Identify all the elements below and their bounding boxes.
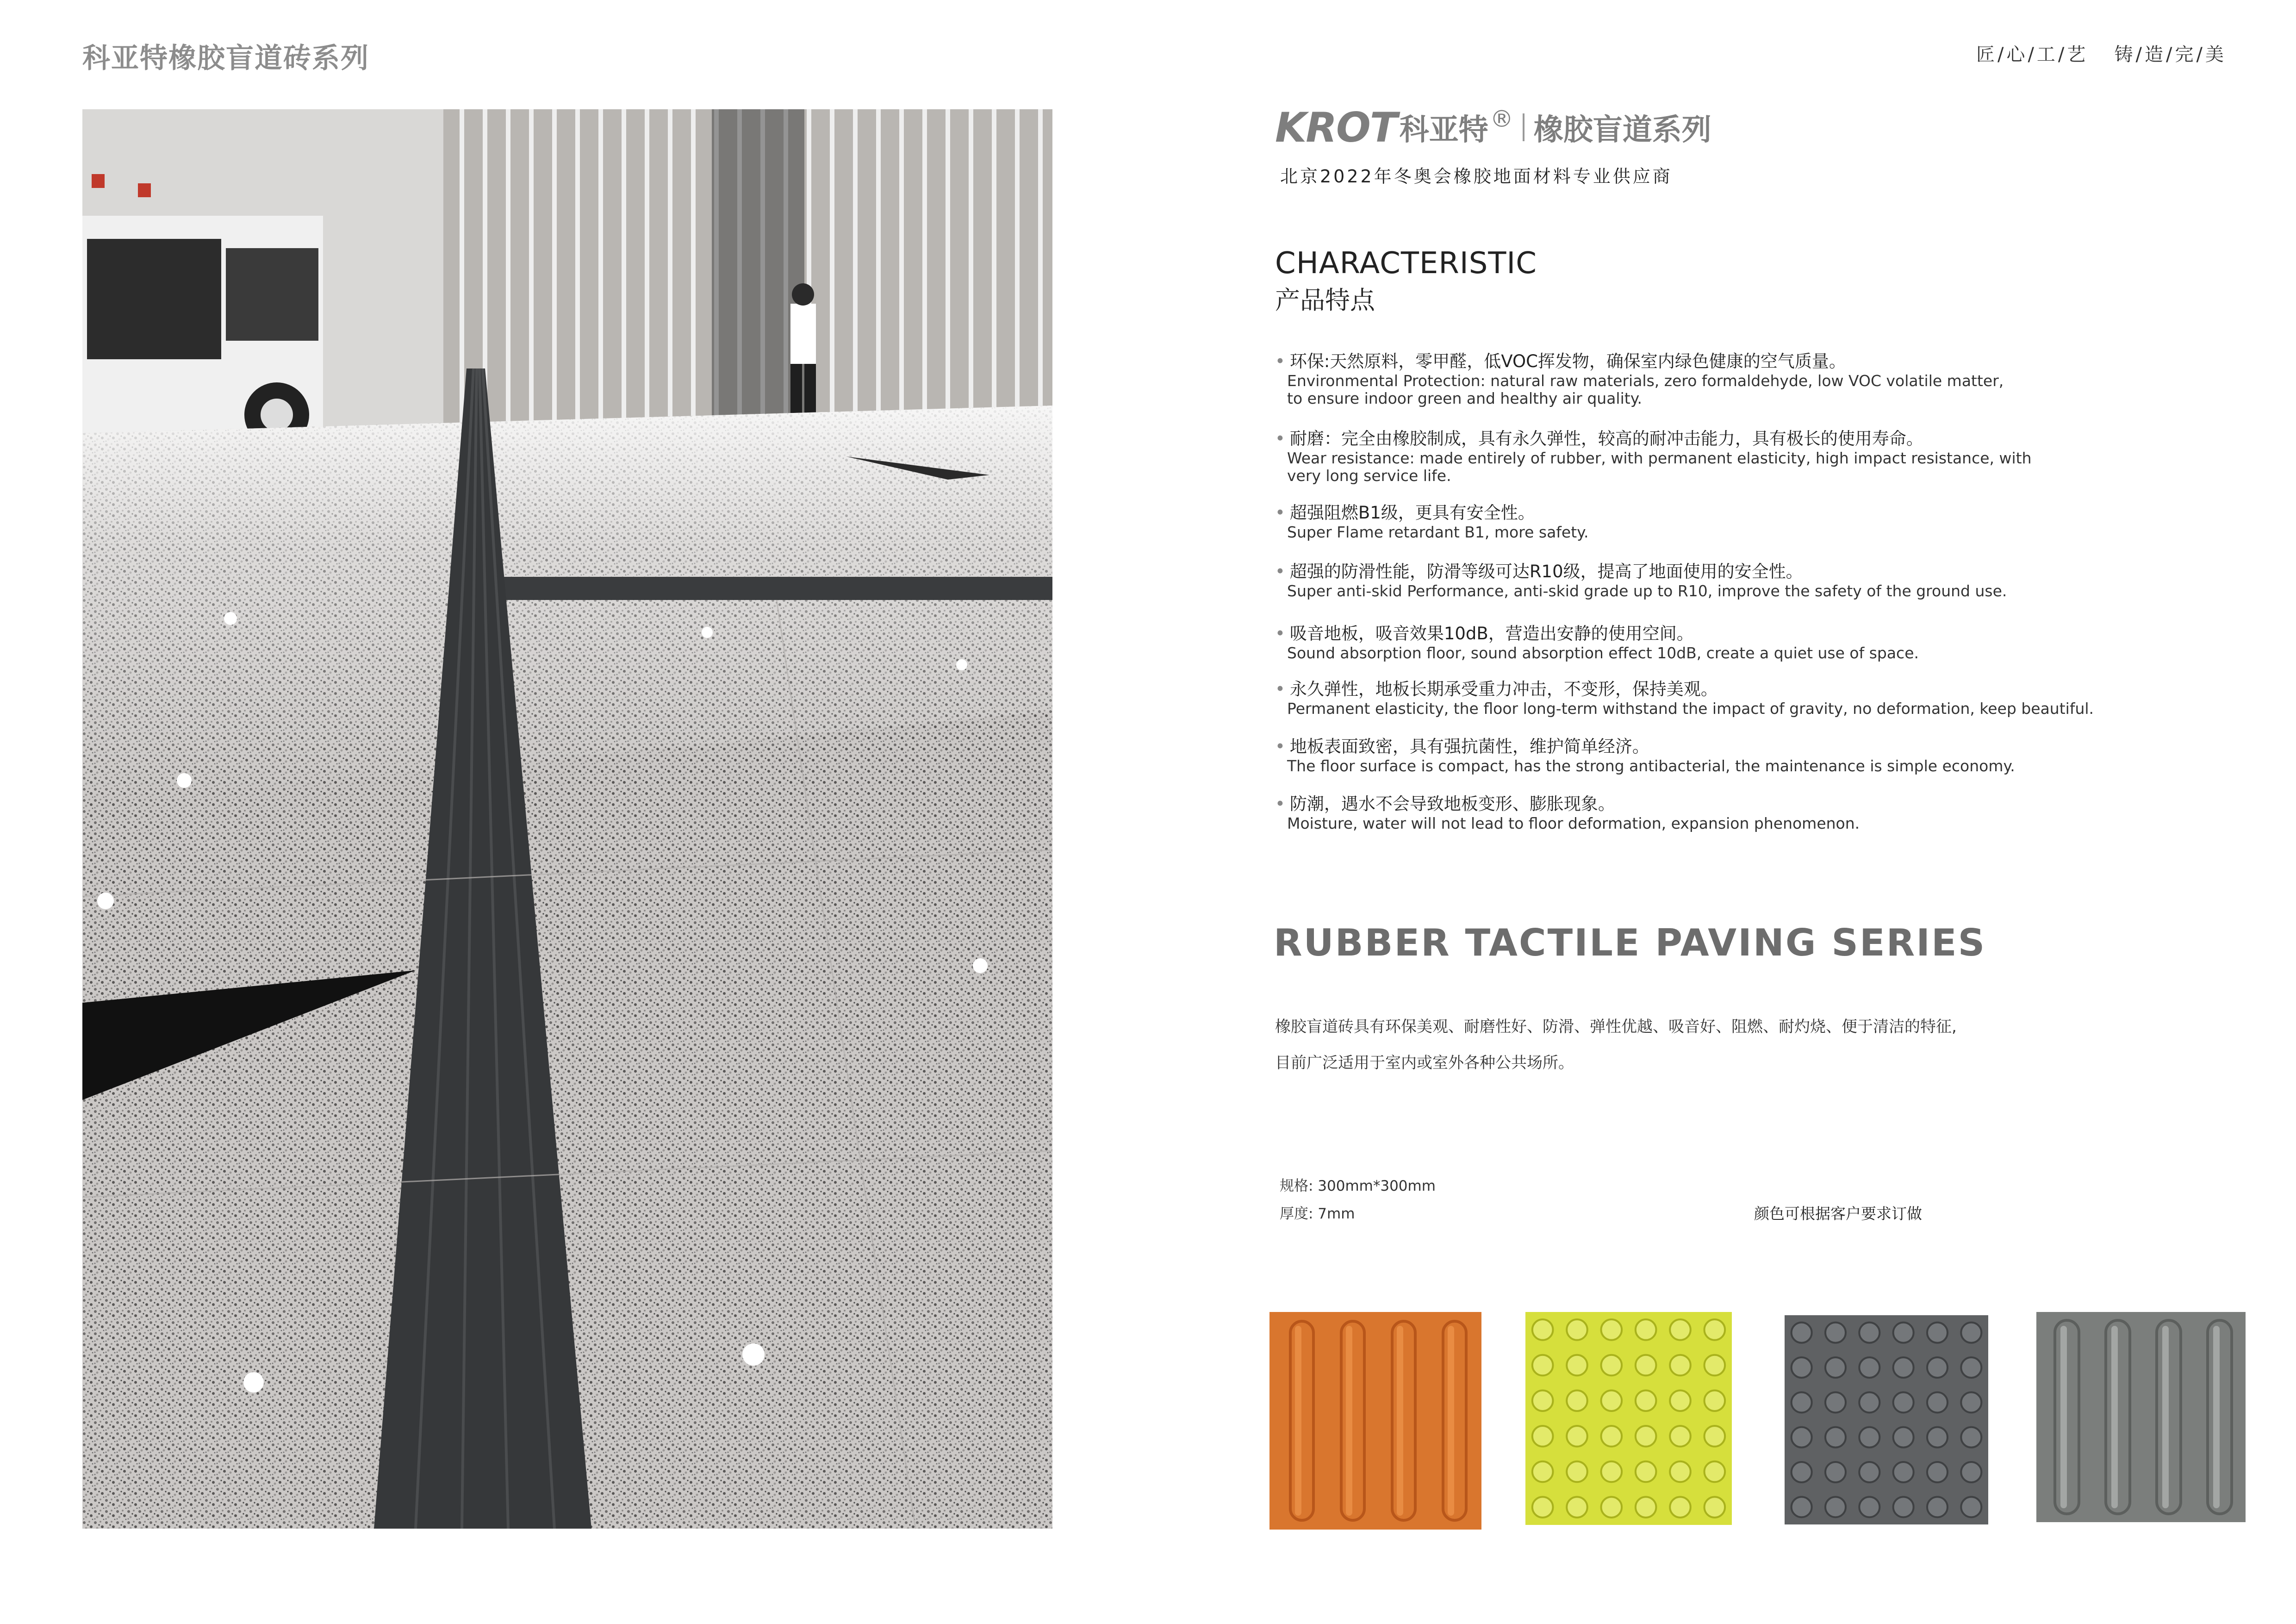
feature-en-cont: to ensure indoor green and healthy air quality. <box>1287 389 1643 407</box>
tile-dot <box>1927 1357 1948 1378</box>
feature-item <box>1275 502 2247 541</box>
feature-item <box>1275 793 2247 832</box>
feature-en-cont: very long service life. <box>1287 467 1451 485</box>
tile-dot <box>1893 1427 1914 1448</box>
feature-zh: 地板表面致密，具有强抗菌性，维护简单经济。 <box>1289 737 1649 756</box>
slogan: 匠/心/工/艺 铸/造/完/美 <box>1976 44 2227 65</box>
feature-zh: 环保:天然原料，零甲醛，低VOC挥发物，确保室内绿色健康的空气质量。 <box>1289 351 1846 371</box>
tile-dot <box>1601 1426 1622 1447</box>
tile-dot <box>1532 1497 1553 1518</box>
bullet-icon: • <box>1275 503 1285 523</box>
feature-zh: 耐磨：完全由橡胶制成，具有永久弹性，较高的耐冲击能力，具有极长的使用寿命。 <box>1289 429 1923 449</box>
tile-dot <box>1792 1497 1812 1517</box>
tile-dot <box>1961 1427 1981 1448</box>
bullet-icon: • <box>1275 794 1285 814</box>
section-desc-line1: 橡胶盲道砖具有环保美观、耐磨性好、防滑、弹性优越、吸音好、阻燃、耐灼烧、便于清洁的特征, <box>1275 1018 1957 1036</box>
tile-dot <box>1601 1319 1622 1340</box>
tile-dot <box>1670 1462 1691 1482</box>
tile-dot <box>1636 1462 1656 1482</box>
feature-en: Super Flame retardant B1, more safety. <box>1287 523 1589 541</box>
brand-separator <box>1523 113 1524 141</box>
feature-item <box>1275 679 2247 718</box>
tile-dot <box>1927 1497 1948 1517</box>
tile-dot <box>1792 1323 1812 1343</box>
tile-dot <box>1670 1355 1691 1376</box>
tile-dot <box>1927 1323 1948 1343</box>
tile-dot <box>1636 1319 1656 1340</box>
tile-dot <box>1705 1355 1725 1376</box>
tile-dot <box>1601 1497 1622 1518</box>
tile-dot <box>1927 1427 1948 1448</box>
bullet-icon: • <box>1275 351 1285 371</box>
feature-zh: 超强阻燃B1级，更具有安全性。 <box>1289 503 1535 523</box>
spec-thickness: 厚度: 7mm <box>1280 1206 1355 1222</box>
tile-dot <box>1705 1462 1725 1482</box>
feature-en: The floor surface is compact, has the strong antibacterial, the maintenance is simple economy. <box>1287 757 2015 775</box>
feature-zh: 永久弹性，地板长期承受重力冲击，不变形，保持美观。 <box>1289 679 1718 699</box>
bullet-icon: • <box>1275 624 1285 643</box>
tile-dot <box>1825 1427 1846 1448</box>
tile-dot <box>1927 1462 1948 1482</box>
tile-dot <box>1670 1497 1691 1518</box>
tile-dot <box>1567 1390 1587 1411</box>
tile-dot <box>1532 1426 1553 1447</box>
tile-dot <box>1567 1319 1587 1340</box>
tile-dot <box>1636 1390 1656 1411</box>
feature-item <box>1275 736 2247 775</box>
brand-series: 橡胶盲道系列 <box>1533 113 1711 147</box>
tile-dot <box>1567 1497 1587 1518</box>
tile-dot <box>1705 1497 1725 1518</box>
tile-dot <box>1705 1426 1725 1447</box>
feature-en: Sound absorption floor, sound absorption effect 10dB, create a quiet use of space. <box>1287 644 1919 662</box>
yellow-dot-tile <box>1525 1312 1732 1525</box>
tile-dot <box>1825 1357 1846 1378</box>
tile-dot <box>1927 1392 1948 1412</box>
tile-dot <box>1792 1357 1812 1378</box>
tile-dot <box>1567 1426 1587 1447</box>
tile-dot <box>1859 1323 1879 1343</box>
tile-dot <box>1893 1462 1914 1482</box>
series-title: 科亚特橡胶盲道砖系列 <box>82 42 369 75</box>
feature-item <box>1275 351 2247 407</box>
tile-dot <box>1961 1357 1981 1378</box>
feature-zh: 吸音地板，吸音效果10dB，营造出安静的使用空间。 <box>1289 624 1694 643</box>
tile-dot <box>1532 1319 1553 1340</box>
tile-dot <box>1825 1392 1846 1412</box>
bullet-icon: • <box>1275 737 1285 756</box>
tile-dot <box>1670 1319 1691 1340</box>
tile-dot <box>1636 1426 1656 1447</box>
tile-dot <box>1893 1497 1914 1517</box>
dark-gray-dot-tile <box>1785 1315 1988 1524</box>
feature-zh: 超强的防滑性能，防滑等级可达R10级，提高了地面使用的安全性。 <box>1289 562 1803 581</box>
bullet-icon: • <box>1275 562 1285 581</box>
tile-dot <box>1825 1462 1846 1482</box>
tile-dot <box>1961 1323 1981 1343</box>
tile-dot <box>1792 1462 1812 1482</box>
tile-dot <box>1532 1462 1553 1482</box>
feature-en: Moisture, water will not lead to floor deformation, expansion phenomenon. <box>1287 814 1860 832</box>
bullet-icon: • <box>1275 429 1285 449</box>
photo-illustration <box>82 109 1052 1529</box>
section-title: RUBBER TACTILE PAVING SERIES <box>1274 921 1986 964</box>
characteristic-title-en: CHARACTERISTIC <box>1275 246 1537 281</box>
color-note: 颜色可根据客户要求订做 <box>1754 1205 1922 1223</box>
brand-name: 科亚特 <box>1399 113 1488 147</box>
tile-dot <box>1859 1497 1879 1517</box>
feature-item <box>1275 623 2247 662</box>
feature-en: Permanent elasticity, the floor long-term withstand the impact of gravity, no deformation, keep beautiful. <box>1287 700 2094 718</box>
tile-dot <box>1705 1319 1725 1340</box>
tile-dot <box>1601 1462 1622 1482</box>
feature-en: Super anti-skid Performance, anti-skid grade up to R10, improve the safety of the ground use. <box>1287 582 2007 600</box>
tile-dot <box>1859 1357 1879 1378</box>
tile-dot <box>1532 1390 1553 1411</box>
tile-dot <box>1636 1355 1656 1376</box>
tile-dot <box>1825 1323 1846 1343</box>
tile-dot <box>1705 1390 1725 1411</box>
tile-dot <box>1961 1462 1981 1482</box>
tile-dot <box>1532 1355 1553 1376</box>
tile-dot <box>1859 1462 1879 1482</box>
tile-dot <box>1961 1497 1981 1517</box>
gray-bar-tile <box>2036 1312 2246 1522</box>
floor-photo <box>82 109 1052 1529</box>
spec-size: 规格: 300mm*300mm <box>1280 1178 1436 1194</box>
section-desc-line2: 目前广泛适用于室内或室外各种公共场所。 <box>1275 1054 1574 1072</box>
tile-dot <box>1893 1357 1914 1378</box>
feature-zh: 防潮，遇水不会导致地板变形、膨胀现象。 <box>1289 794 1615 814</box>
feature-en: Environmental Protection: natural raw materials, zero formaldehyde, low VOC volatile matter, <box>1287 372 2004 390</box>
tile-dot <box>1670 1390 1691 1411</box>
tile-dot <box>1792 1392 1812 1412</box>
registered-mark: ® <box>1490 106 1513 132</box>
tile-dot <box>1636 1497 1656 1518</box>
brand-subtitle: 北京2022年冬奥会橡胶地面材料专业供应商 <box>1280 166 1673 187</box>
brand-header <box>1275 102 1711 153</box>
tile-dot <box>1961 1392 1981 1412</box>
tile-dot <box>1567 1462 1587 1482</box>
feature-item <box>1275 561 2247 600</box>
feature-item <box>1275 428 2247 485</box>
tile-dot <box>1893 1323 1914 1343</box>
tile-dot <box>1601 1390 1622 1411</box>
tile-dot <box>1893 1392 1914 1412</box>
tile-dot <box>1792 1427 1812 1448</box>
tile-dot <box>1670 1426 1691 1447</box>
tile-dot <box>1601 1355 1622 1376</box>
brand-logo: KROT <box>1275 103 1397 151</box>
characteristic-title-zh: 产品特点 <box>1275 286 1375 315</box>
tile-dot <box>1859 1392 1879 1412</box>
feature-en: Wear resistance: made entirely of rubber, with permanent elasticity, high impact resistance, with <box>1287 449 2032 467</box>
tile-dot <box>1825 1497 1846 1517</box>
tile-dot <box>1859 1427 1879 1448</box>
bullet-icon: • <box>1275 679 1285 699</box>
tile-dot <box>1567 1355 1587 1376</box>
orange-bar-tile <box>1269 1312 1481 1530</box>
